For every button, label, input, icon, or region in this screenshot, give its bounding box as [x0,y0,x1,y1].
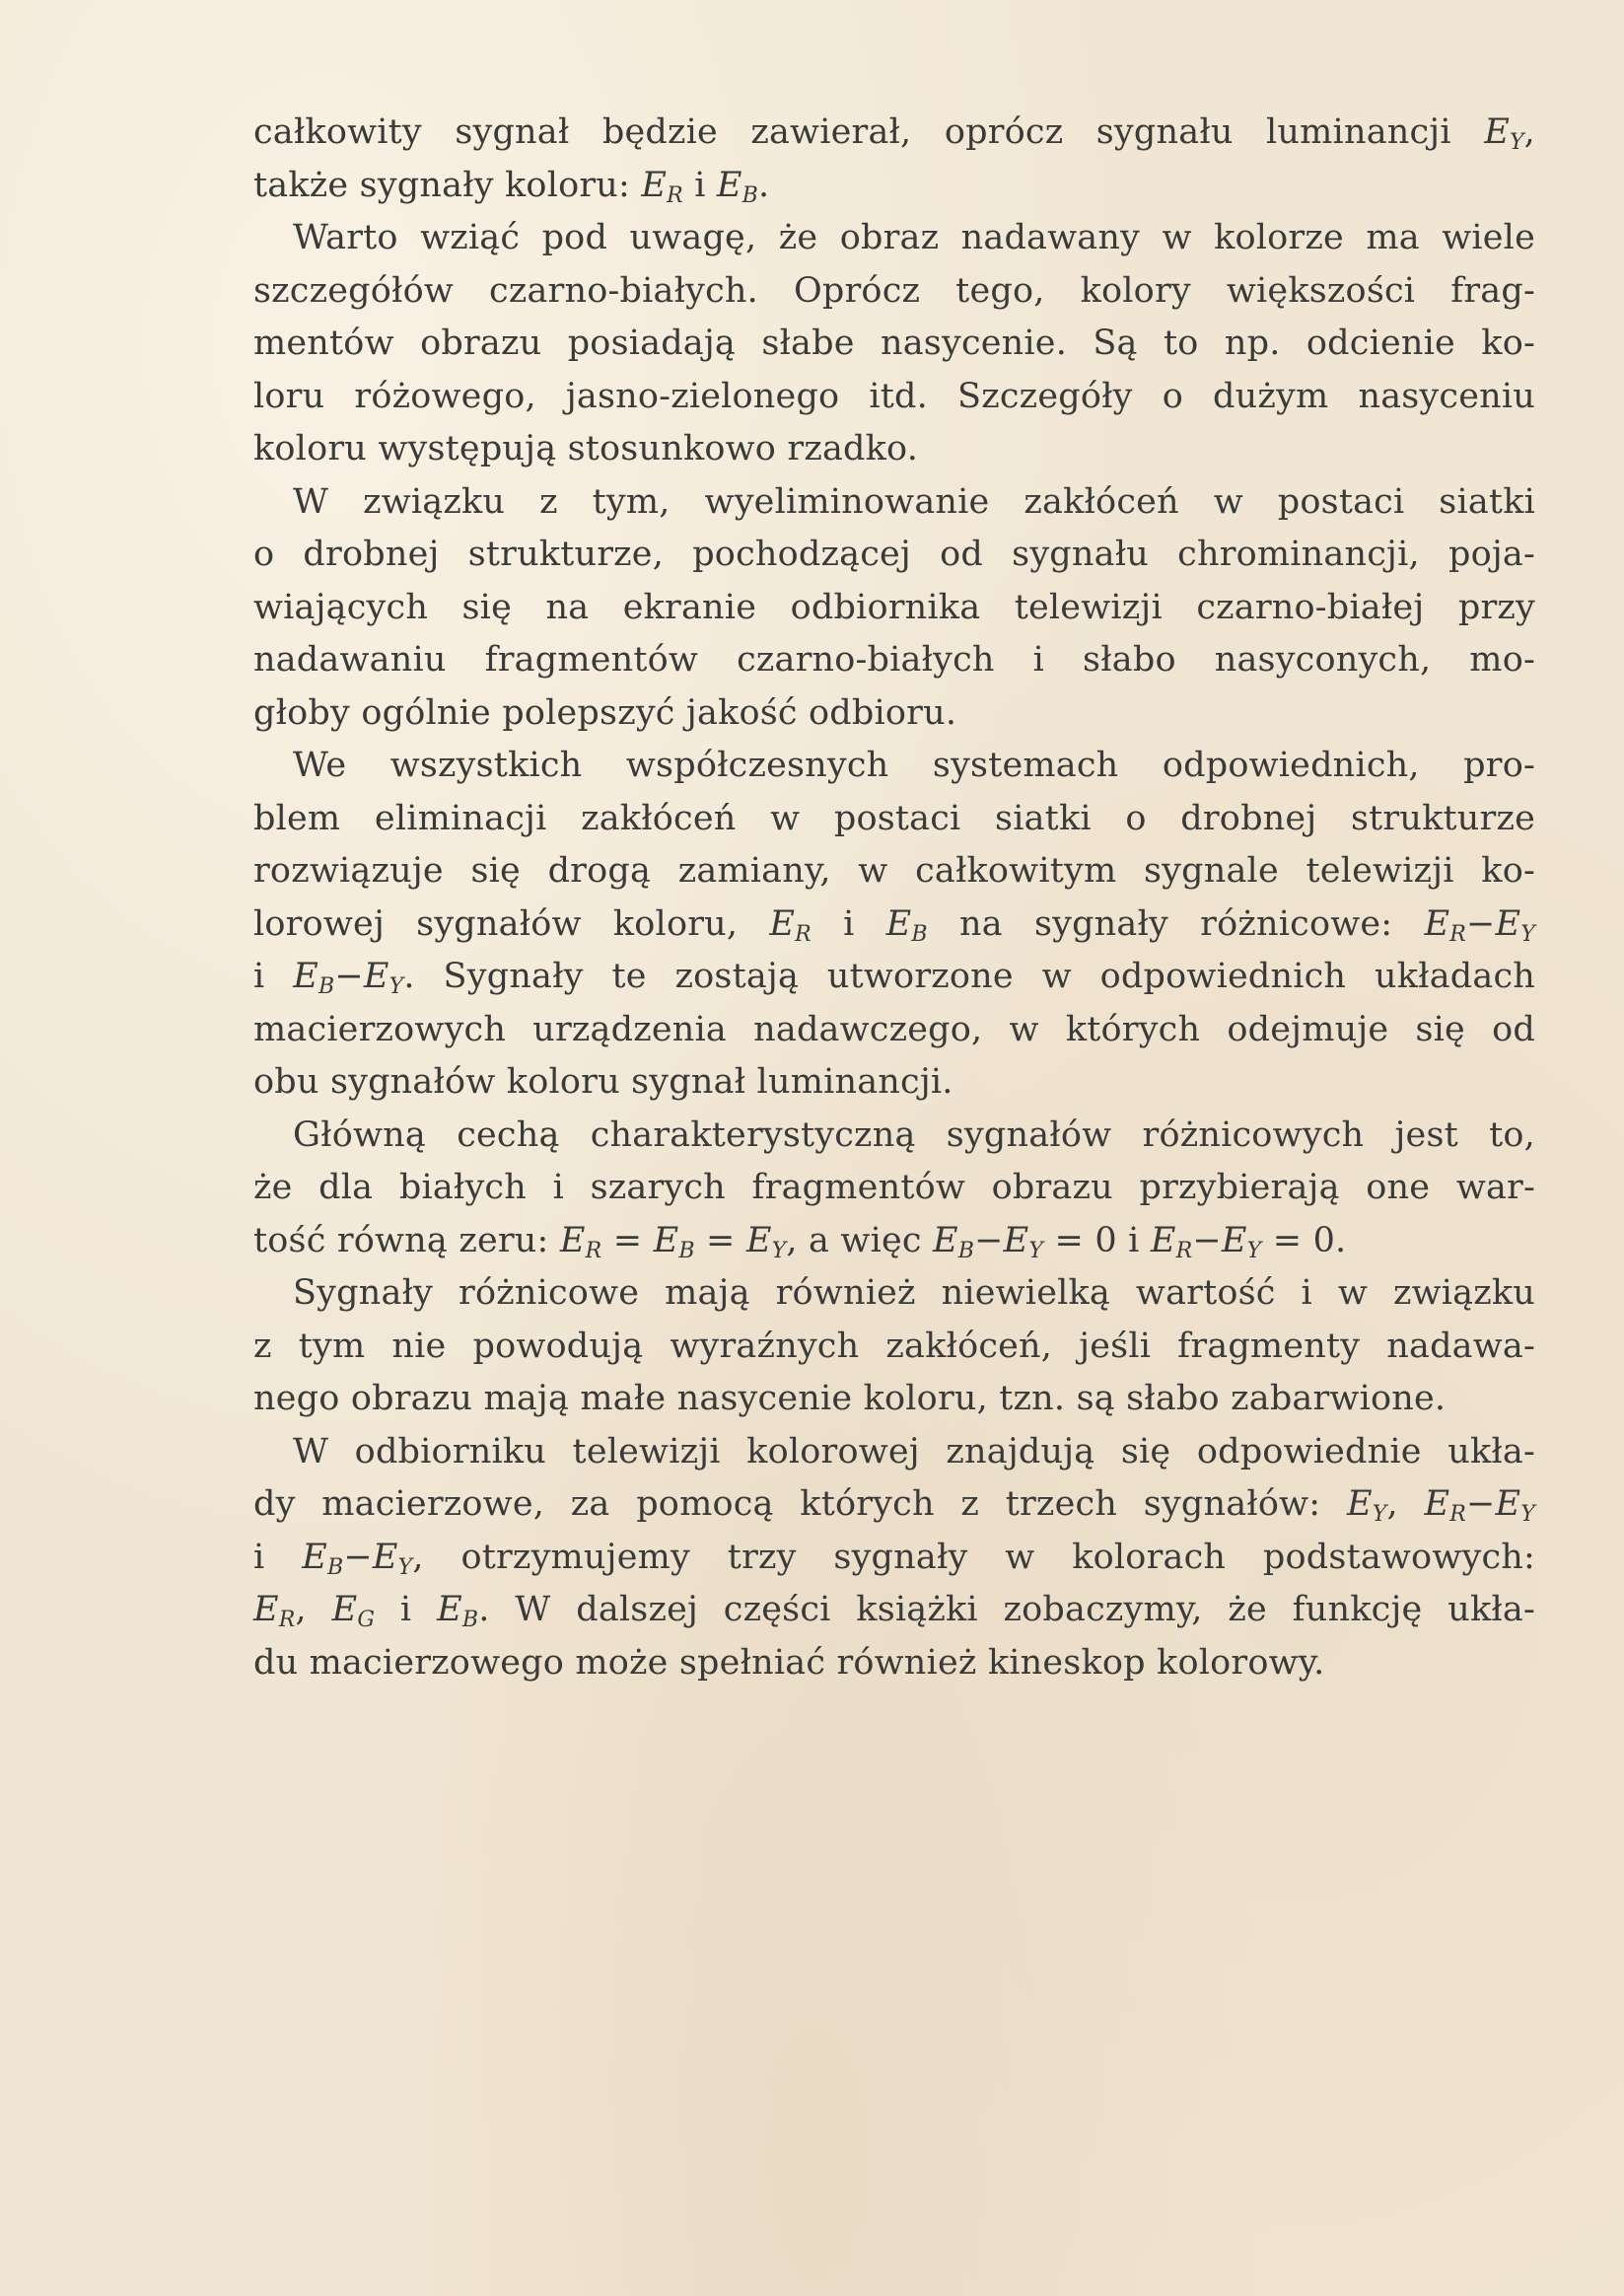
math-symbol: $E_B$ [933,1220,975,1263]
text-line: mentów obrazu posiadają słabe nasycenie. Są to np. odcienie ko- [253,323,1535,363]
text-line: du macierzowego może spełniać również kineskop kolorowy. [253,1642,1325,1683]
math-symbol: $E_R$ [253,1590,296,1632]
text-line: obu sygnałów koloru sygnał luminancji. [253,1062,953,1102]
math-symbol: $E_Y$ [363,957,404,999]
paragraph [214,740,1535,1110]
math-symbol: $E_Y$ [1484,112,1524,155]
text-line: z tym nie powodują wyraźnych zakłóceń, jeśli fragmenty nadawa- [253,1326,1535,1366]
paragraph [214,212,1535,476]
text-line: rozwiązuje się drogą zamiany, w całkowitym sygnale telewizji ko- [253,851,1535,891]
paragraph [214,476,1535,741]
math-symbol: $E_Y$ [372,1537,413,1580]
math-symbol: $E_Y$ [1003,1220,1044,1263]
text-line: głoby ogólnie polepszyć jakość odbioru. [253,692,957,733]
text-line: nadawaniu fragmentów czarno-białych i słabo nasyconych, mo- [253,640,1535,680]
text-line: $E_R$, $E_G$ i $E_B$. W dalszej części książki zobaczymy, że funkcję ukła- [253,1590,1535,1632]
text-line: i $E_B-E_Y$. Sygnały te zostają utworzone w odpowiednich układach [253,957,1535,999]
math-symbol: $E_B$ [716,165,759,208]
paragraph [214,107,1535,212]
text-line: dy macierzowe, za pomocą których z trzech sygnałów: $E_Y$, $E_R-E_Y$ [253,1484,1535,1527]
math-symbol: $E_B$ [885,903,928,947]
text-line: także sygnały koloru: $E_R$ i $E_B$. [253,165,770,208]
math-symbol: $E_Y$ [1495,903,1536,947]
math-symbol: $E_R$ [641,165,683,208]
paragraph [214,1426,1535,1690]
text-line: blem eliminacji zakłóceń w postaci siatki o drobnej strukturze [253,798,1535,838]
text-line: o drobnej strukturze, pochodzącej od sygnału chrominancji, poja- [253,535,1535,574]
text-line: koloru występują stosunkowo rzadko. [253,429,919,468]
math-symbol: $E_Y$ [1221,1220,1262,1263]
text-line: całkowity sygnał będzie zawierał, oprócz sygnału luminancji $E_Y$, [253,112,1535,155]
text-line: macierzowych urządzenia nadawczego, w których odejmuje się od [253,1009,1535,1049]
book-page-text [214,107,1535,1689]
text-line: i $E_B-E_Y$, otrzymujemy trzy sygnały w kolorach podstawowych: [253,1537,1535,1580]
math-symbol: $E_Y$ [1346,1484,1387,1527]
text-line: że dla białych i szarych fragmentów obrazu przybierają one war- [253,1168,1535,1207]
math-symbol: $E_Y$ [745,1220,787,1263]
math-symbol: $E_G$ [331,1590,376,1632]
math-symbol: $E_B$ [302,1537,344,1580]
paragraph [214,1110,1535,1268]
text-line: W związku z tym, wyeliminowanie zakłóceń w postaci siatki [293,481,1535,522]
text-line: tość równą zeru: $E_R = E_B = E_Y$, a więc $E_B-E_Y = 0$ i $E_R-E_Y = 0$. [253,1220,1347,1263]
text-line: loru różowego, jasno-zielonego itd. Szczegóły o dużym nasyceniu [253,376,1535,416]
text-line: Sygnały różnicowe mają również niewielką wartość i w związku [293,1273,1535,1313]
text-line: Warto wziąć pod uwagę, że obraz nadawany w kolorze ma wiele [293,218,1535,257]
math-symbol: $E_R$ [1424,903,1466,947]
text-line: Główną cechą charakterystyczną sygnałów różnicowych jest to, [293,1114,1535,1155]
text-line: W odbiorniku telewizji kolorowej znajdują się odpowiednie ukła- [293,1431,1535,1471]
math-symbol: $E_B$ [293,957,335,999]
math-symbol: $E_R$ [1424,1484,1466,1527]
math-symbol: $E_B$ [437,1590,479,1632]
math-symbol: $E_R$ [769,903,812,947]
text-line: We wszystkich współczesnych systemach odpowiednich, pro- [293,746,1535,785]
text-line: lorowej sygnałów koloru, $E_R$ i $E_B$ na sygnały różnicowe: $E_R-E_Y$ [253,903,1536,947]
math-symbol: $E_R$ [1150,1220,1193,1263]
text-line: szczegółów czarno-białych. Oprócz tego, kolory większości frag- [253,270,1535,311]
paragraph [214,1267,1535,1426]
text-line: wiających się na ekranie odbiornika telewizji czarno-białej przy [253,587,1535,627]
math-symbol: $E_R$ [559,1220,602,1263]
math-symbol: $E_Y$ [1495,1484,1535,1527]
math-symbol: $E_B$ [653,1220,695,1263]
text-line: nego obrazu mają małe nasycenie koloru, tzn. są słabo zabarwione. [253,1379,1447,1418]
